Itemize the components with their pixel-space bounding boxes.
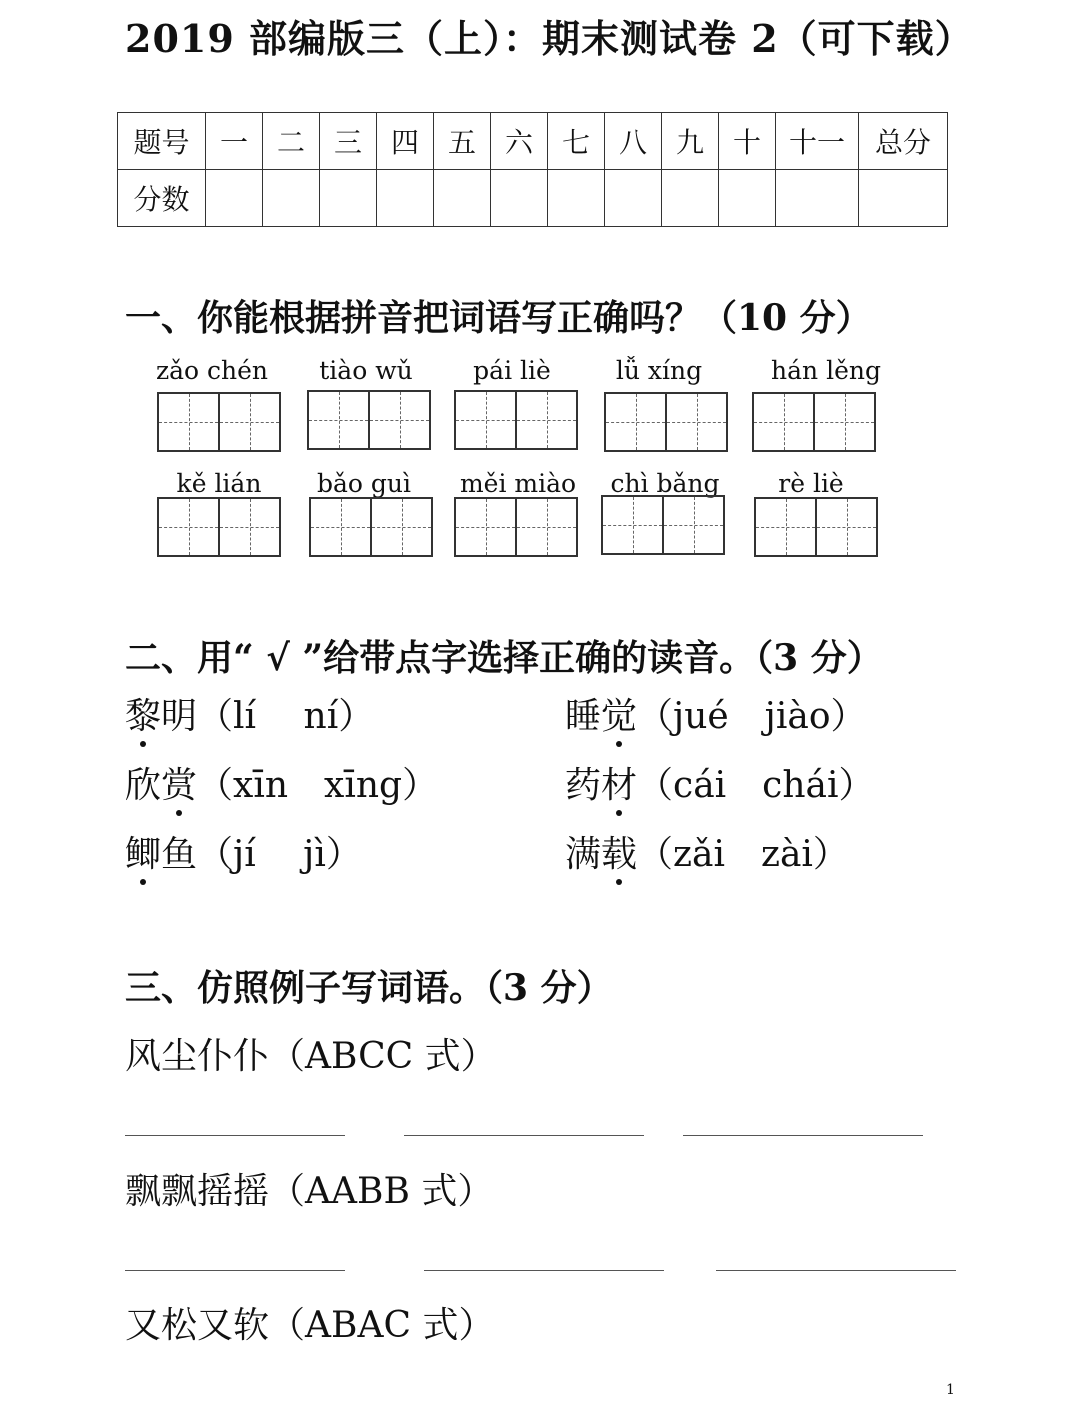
score-table-row-label: 分数 (118, 170, 206, 227)
pinyin-options[interactable]: （zǎi zài） (637, 834, 849, 875)
reading-item (565, 757, 875, 808)
answer-line[interactable] (683, 1135, 923, 1136)
score-cell[interactable] (263, 170, 320, 227)
pinyin-options[interactable]: （cái chái） (637, 765, 875, 806)
answer-line[interactable] (404, 1135, 644, 1136)
example-word: 飘飘摇摇（AABB 式） (125, 1171, 494, 1212)
page-title: 2019 部编版三（上）：期末测试卷 2（可下载） (125, 16, 974, 61)
score-col-5: 五 (434, 113, 491, 170)
writing-grid[interactable] (309, 497, 433, 557)
writing-grid[interactable] (454, 497, 578, 557)
pinyin-options[interactable]: （jué jiào） (637, 696, 867, 737)
reading-item (125, 688, 374, 739)
score-cell[interactable] (662, 170, 719, 227)
page-number: 1 (946, 1382, 955, 1398)
example-word: 风尘仆仆（ABCC 式） (125, 1036, 497, 1077)
writing-grid[interactable] (601, 495, 725, 555)
pinyin-label: lǚ xíng (615, 356, 703, 385)
pinyin-label: pái liè (473, 356, 551, 385)
dotted-char: 赏 (161, 757, 197, 808)
score-cell[interactable] (491, 170, 548, 227)
plain-char: 欣 (125, 765, 162, 806)
pinyin-label: měi miào (459, 469, 577, 498)
pinyin-label: bǎo guì (316, 469, 411, 498)
pinyin-label: hán lěng (771, 356, 881, 385)
score-col-1: 一 (206, 113, 263, 170)
writing-grid[interactable] (604, 392, 728, 452)
score-table-header-row (118, 113, 948, 170)
section1-heading: 一、你能根据拼音把词语写正确吗？（10 分） (125, 297, 872, 339)
reading-item (565, 826, 849, 877)
section3-heading: 三、仿照例子写词语。（3 分） (125, 967, 613, 1009)
dotted-char: 黎 (125, 688, 161, 739)
writing-grid[interactable] (157, 497, 281, 557)
dotted-char: 鲫 (125, 826, 161, 877)
plain-char: 鱼 (161, 834, 198, 875)
plain-char: 满 (565, 834, 602, 875)
reading-item (565, 688, 867, 739)
writing-grid[interactable] (157, 392, 281, 452)
score-col-8: 八 (605, 113, 662, 170)
plain-char: 睡 (565, 696, 602, 737)
answer-line[interactable] (716, 1270, 956, 1271)
score-col-total: 总分 (859, 113, 948, 170)
score-col-9: 九 (662, 113, 719, 170)
score-cell[interactable] (605, 170, 662, 227)
example-word: 又松又软（ABAC 式） (125, 1305, 495, 1346)
dotted-char: 觉 (601, 688, 637, 739)
score-col-2: 二 (263, 113, 320, 170)
pinyin-options[interactable]: （lí ní） (197, 696, 375, 737)
score-cell[interactable] (859, 170, 948, 227)
score-table-score-row (118, 170, 948, 227)
pinyin-label: rè liè (778, 469, 844, 498)
dotted-char: 材 (601, 757, 637, 808)
writing-grid[interactable] (752, 392, 876, 452)
score-cell[interactable] (434, 170, 491, 227)
answer-line[interactable] (125, 1135, 345, 1136)
writing-grid[interactable] (754, 497, 878, 557)
dotted-char: 载 (601, 826, 637, 877)
answer-line[interactable] (125, 1270, 345, 1271)
score-table (117, 112, 948, 227)
pinyin-options[interactable]: （xīn xīng） (197, 765, 439, 806)
pinyin-label: kě lián (176, 469, 262, 498)
score-cell[interactable] (719, 170, 776, 227)
plain-char: 药 (565, 765, 602, 806)
score-col-10: 十 (719, 113, 776, 170)
score-table-header-label: 题号 (118, 113, 206, 170)
reading-item (125, 757, 438, 808)
score-cell[interactable] (320, 170, 377, 227)
reading-item (125, 826, 362, 877)
score-col-7: 七 (548, 113, 605, 170)
plain-char: 明 (161, 696, 198, 737)
score-col-11: 十一 (776, 113, 859, 170)
writing-grid[interactable] (307, 390, 431, 450)
pinyin-options[interactable]: （jí jì） (197, 834, 362, 875)
score-cell[interactable] (776, 170, 859, 227)
score-cell[interactable] (206, 170, 263, 227)
writing-grid[interactable] (454, 390, 578, 450)
score-col-3: 三 (320, 113, 377, 170)
score-col-6: 六 (491, 113, 548, 170)
pinyin-label: zǎo chén (155, 356, 269, 385)
score-col-4: 四 (377, 113, 434, 170)
score-cell[interactable] (548, 170, 605, 227)
pinyin-label: chì bǎng (610, 469, 720, 498)
pinyin-label: tiào wǔ (319, 356, 413, 385)
answer-line[interactable] (424, 1270, 664, 1271)
score-cell[interactable] (377, 170, 434, 227)
section2-heading: 二、用“ √ ”给带点字选择正确的读音。（3 分） (125, 637, 883, 679)
